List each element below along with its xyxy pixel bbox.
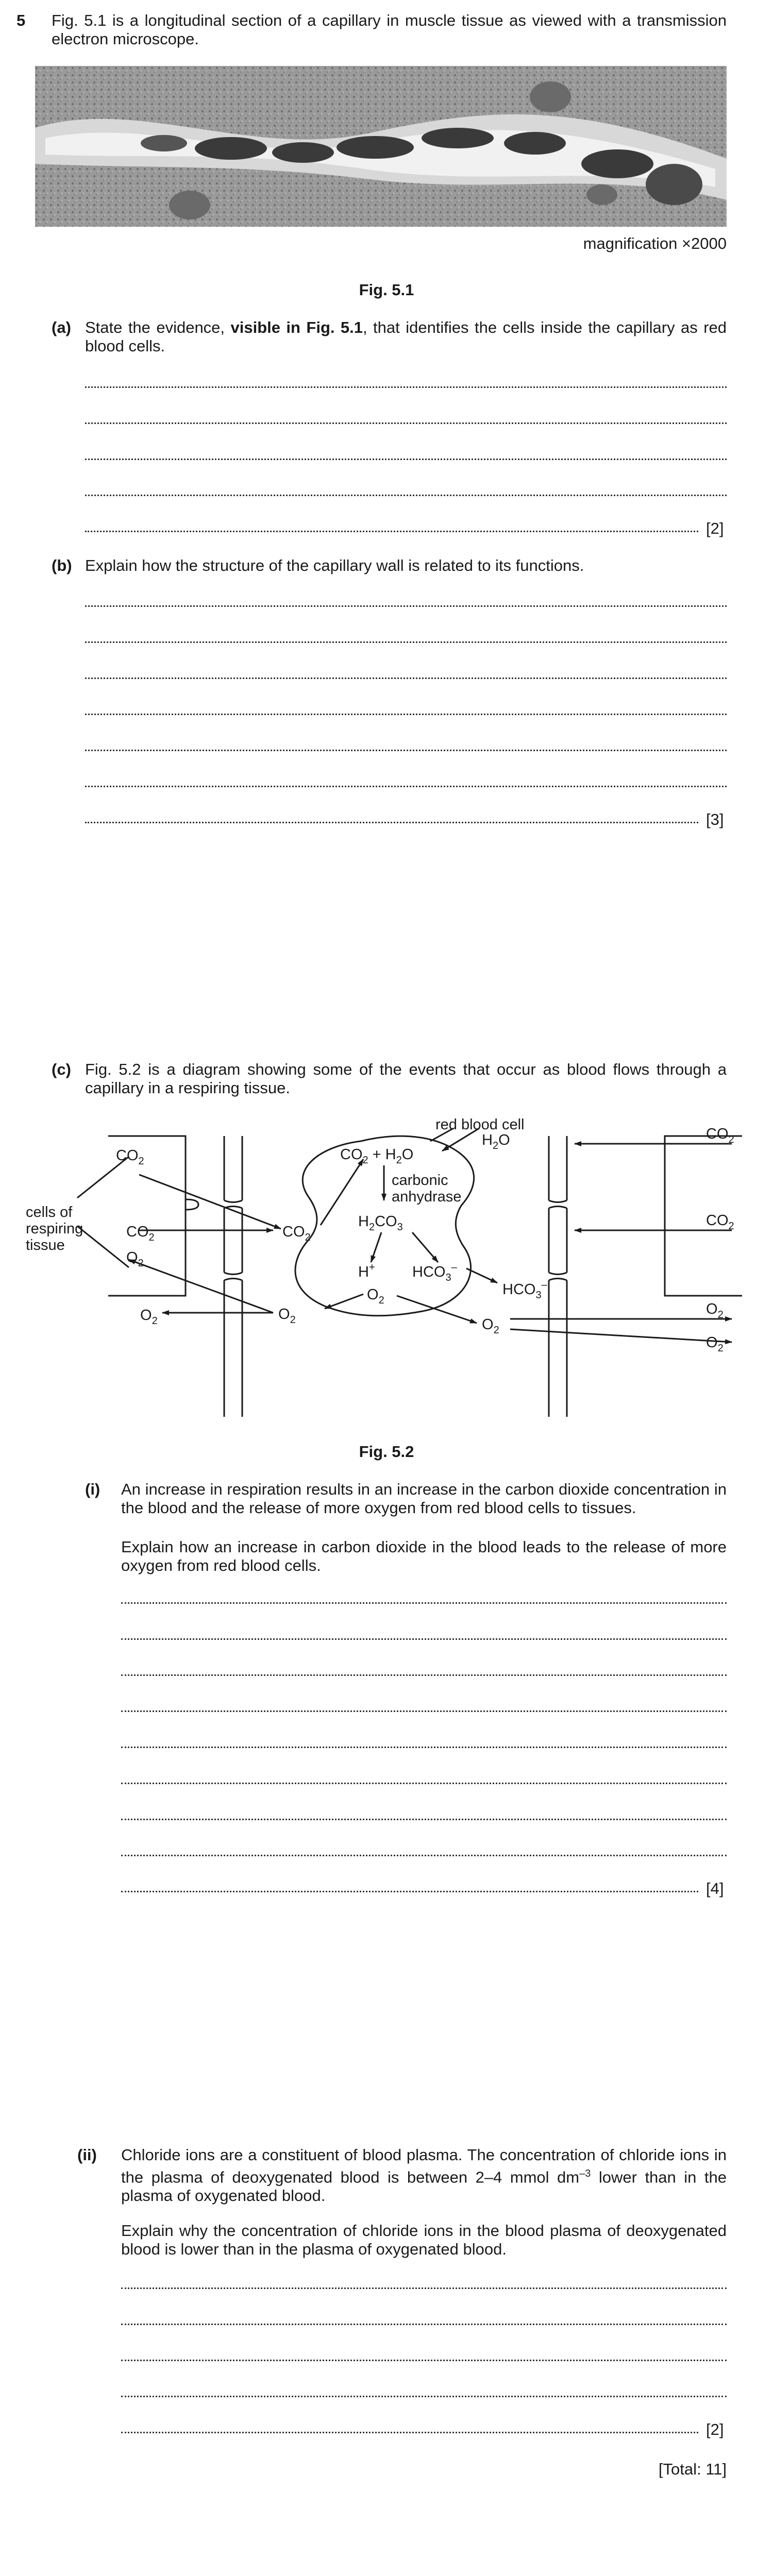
answer-line[interactable] <box>121 1747 727 1748</box>
part-c-i-context: An increase in respiration results in an increase in the carbon dioxide concentration in the blood and the release of more oxygen from red blood cells to tissues. <box>121 1480 727 1517</box>
label-o2-right-2: $O_2$ <box>706 1334 724 1354</box>
label-co2-tissue-left-top: $CO_2$ <box>116 1147 144 1167</box>
label-co2-tissue-left-mid: $CO_2$ <box>126 1224 155 1243</box>
electron-micrograph <box>35 66 727 227</box>
label-hco3-outside: $HCO_3^-$ <box>502 1279 547 1301</box>
label-o2-plasma-left: $O_2$ <box>278 1306 296 1326</box>
label-co2-right-mid: $CO_2$ <box>706 1212 734 1232</box>
answer-line[interactable] <box>85 750 727 751</box>
answer-line[interactable] <box>121 1783 727 1784</box>
label-carbonic: carbonic <box>392 1172 448 1189</box>
right-tissue-cell <box>665 1136 742 1296</box>
part-c-i-label: (i) <box>85 1480 100 1498</box>
answer-line[interactable] <box>85 422 727 424</box>
answer-line[interactable] <box>85 786 727 787</box>
part-a-text-start: State the evidence, <box>85 318 231 336</box>
label-red-blood-cell: red blood cell <box>435 1116 525 1133</box>
answer-line[interactable] <box>121 1710 727 1712</box>
label-o2-cell: $O_2$ <box>367 1286 384 1306</box>
part-c-ii-marks: [2] <box>706 2420 724 2438</box>
part-c-ii-context-start: Chloride ions are a constituent of blood plasma. The concentration of chloride ions in the plasma of deoxygenated blood is between 2–4 mmol dm <box>121 2146 727 2187</box>
answer-line[interactable] <box>121 2432 698 2433</box>
label-anhydrase: anhydrase <box>392 1189 462 1205</box>
label-o2-tissue-left-bottom: $O_2$ <box>140 1307 158 1327</box>
part-b-question: Explain how the structure of the capillary wall is related to its functions. <box>85 556 584 574</box>
part-c-label: (c) <box>52 1060 71 1078</box>
answer-line[interactable] <box>121 2324 727 2325</box>
answer-line[interactable] <box>85 459 727 460</box>
label-h-plus: H+ <box>358 1262 375 1280</box>
answer-line[interactable] <box>121 1674 727 1676</box>
label-o2-right-1: $O_2$ <box>706 1301 724 1320</box>
total-marks: [Total: 11] <box>658 2460 727 2478</box>
part-c-ii-context-end: lower than in the plasma of oxygenated blood. <box>121 2168 727 2205</box>
part-c-ii-unit-superscript: –3 <box>579 2168 591 2179</box>
part-c-i-question: Explain how an increase in carbon dioxide in the blood leads to the release of more oxygen from red blood cells. <box>121 1538 727 1574</box>
part-b-marks: [3] <box>706 810 724 828</box>
answer-line[interactable] <box>121 1891 698 1892</box>
answer-line[interactable] <box>121 1602 727 1604</box>
question-intro: Fig. 5.1 is a longitudinal section of a capillary in muscle tissue as viewed with a transmission electron microscope. <box>52 11 727 48</box>
answer-line[interactable] <box>85 605 727 607</box>
label-o2-tissue-left: $O_2$ <box>126 1249 144 1269</box>
fig-5-1-caption: Fig. 5.1 <box>359 281 414 299</box>
answer-line[interactable] <box>121 2396 727 2397</box>
part-c-ii-label: (ii) <box>77 2146 97 2164</box>
answer-line[interactable] <box>121 1819 727 1820</box>
answer-line[interactable] <box>85 714 727 715</box>
part-a-marks: [2] <box>706 519 724 537</box>
label-co2-right-top: $CO_2$ <box>706 1126 734 1145</box>
answer-line[interactable] <box>85 386 727 388</box>
answer-line[interactable] <box>121 1855 727 1856</box>
part-a-question <box>85 318 727 355</box>
part-a-text-bold: visible in Fig. 5.1 <box>230 318 363 336</box>
label-tissue: tissue <box>26 1237 65 1253</box>
magnification-label: magnification ×2000 <box>583 234 727 252</box>
part-c-ii-question: Explain why the concentration of chloride ions in the blood plasma of deoxygenated blood is lower than in the plasma of oxygenated blood. <box>121 2222 727 2258</box>
part-c-ii-context <box>121 2146 727 2205</box>
label-respiring: respiring <box>26 1221 83 1237</box>
capillary-diagram <box>0 1108 773 1427</box>
micrograph-image <box>35 66 727 227</box>
part-a-label: (a) <box>52 318 71 336</box>
label-cells-of: cells of <box>26 1204 73 1221</box>
label-h2o: $H_2O$ <box>482 1132 510 1151</box>
label-co2-plus-h2o: $CO_2 + H_2O$ <box>340 1146 414 1166</box>
answer-line[interactable] <box>85 822 698 823</box>
part-c-question: Fig. 5.2 is a diagram showing some of the events that occur as blood flows through a capillary in a respiring tissue. <box>85 1060 727 1097</box>
answer-line[interactable] <box>85 531 698 532</box>
answer-line[interactable] <box>85 677 727 679</box>
part-b-label: (b) <box>52 556 72 574</box>
answer-line[interactable] <box>121 2287 727 2289</box>
label-h2co3: $H_2CO_3$ <box>358 1213 403 1233</box>
label-o2-plasma-right: $O_2$ <box>482 1316 499 1336</box>
label-co2-cell: $CO_2$ <box>282 1224 311 1243</box>
part-a-text-end: , that identifies the cells inside the capillary as red blood cells. <box>85 318 727 355</box>
label-hco3-inside: $HCO_3^-$ <box>412 1262 457 1283</box>
answer-line[interactable] <box>121 1638 727 1640</box>
answer-line[interactable] <box>121 2360 727 2361</box>
part-c-i-marks: [4] <box>706 1879 724 1897</box>
answer-line[interactable] <box>85 495 727 496</box>
answer-line[interactable] <box>85 641 727 643</box>
fig-5-2-caption: Fig. 5.2 <box>359 1443 414 1461</box>
question-number: 5 <box>16 11 26 29</box>
